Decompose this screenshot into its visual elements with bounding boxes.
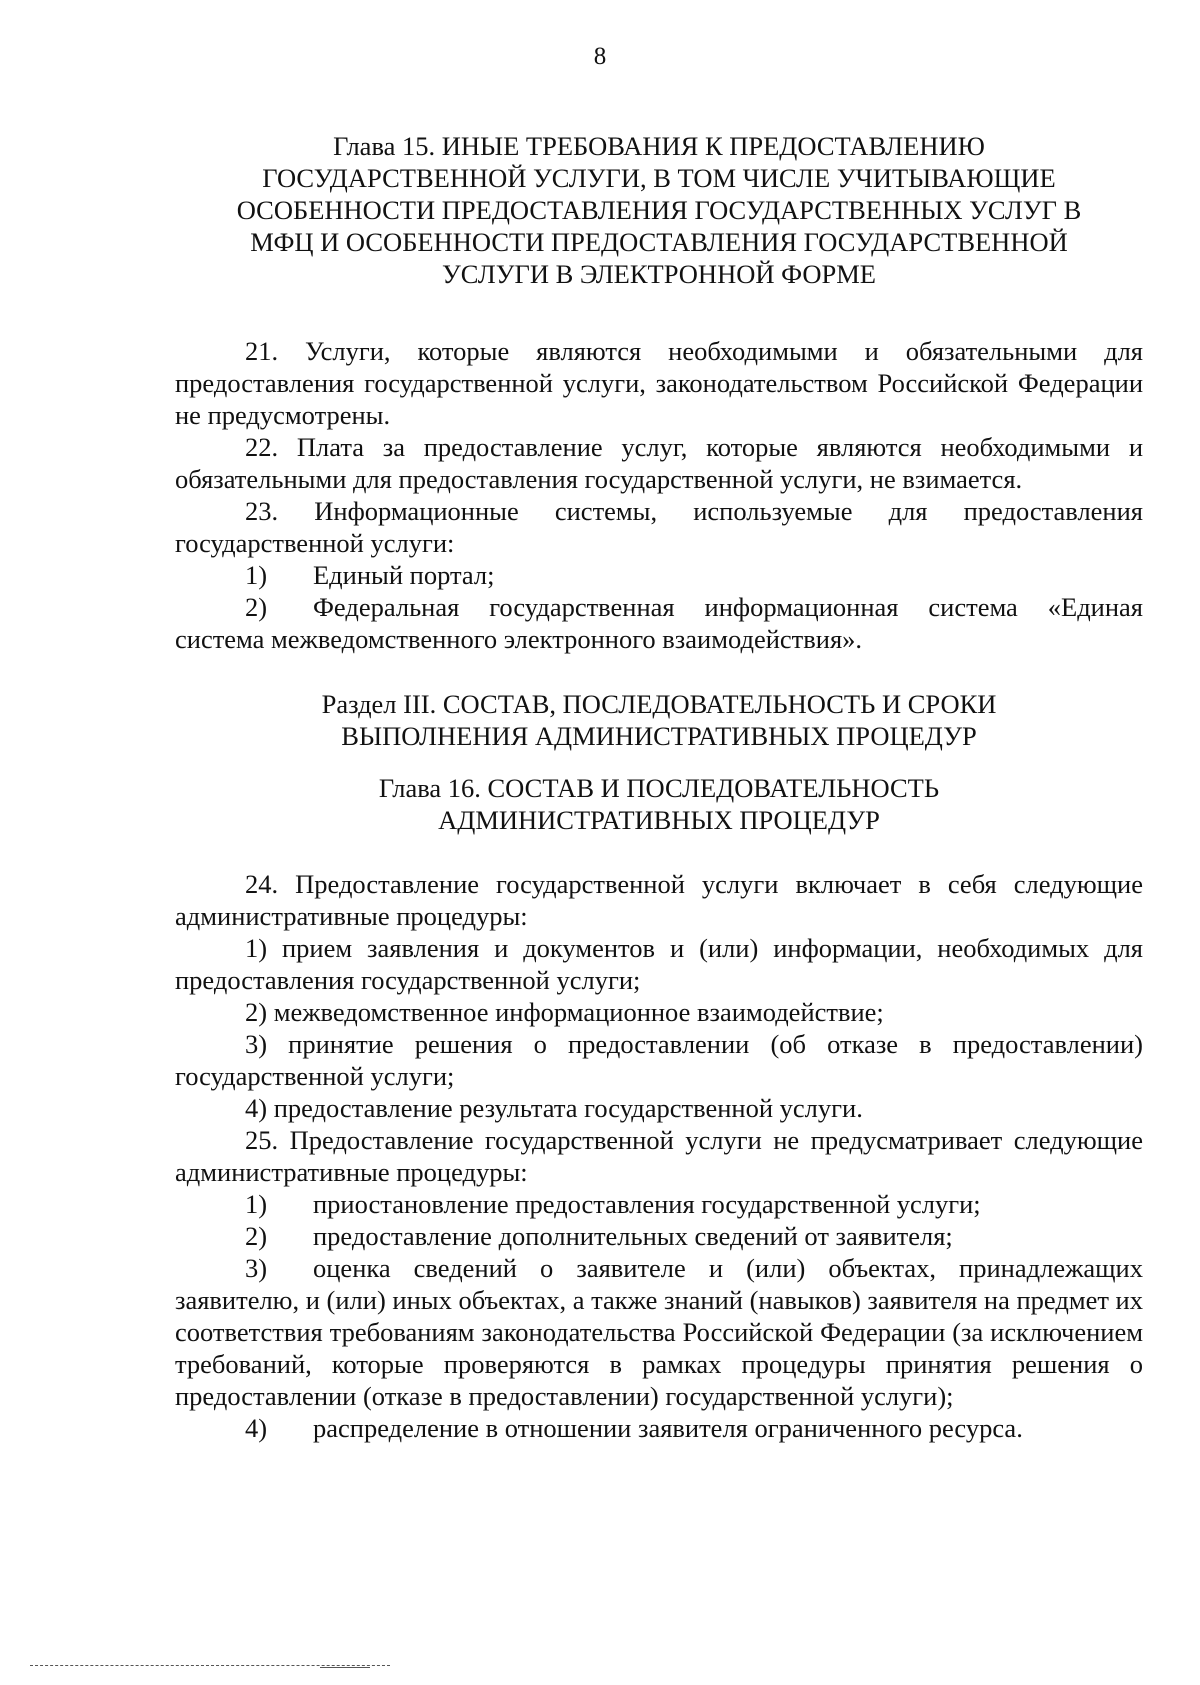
heading-line: Глава 16. СОСТАВ И ПОСЛЕДОВАТЕЛЬНОСТЬ xyxy=(378,773,940,803)
list-item: 2) межведомственное информационное взаимодействие; xyxy=(245,997,884,1027)
chapter-16-heading xyxy=(175,772,1143,836)
list-item xyxy=(175,591,1143,655)
heading-line: Раздел III. СОСТАВ, ПОСЛЕДОВАТЕЛЬНОСТЬ И СРОКИ xyxy=(321,689,997,719)
heading-line: АДМИНИСТРАТИВНЫХ ПРОЦЕДУР xyxy=(438,805,880,835)
paragraph-22: 22. Плата за предоставление услуг, которые являются необходимыми и обязательными для предоставления государственной услуги, не взимается. xyxy=(175,432,1143,494)
list-item xyxy=(175,1252,1143,1412)
list-item-number: 1) xyxy=(245,1189,268,1219)
footer-scan-line xyxy=(320,1667,370,1668)
paragraph-24: 24. Предоставление государственной услуги включает в себя следующие административные процедуры: xyxy=(175,869,1143,931)
list-item xyxy=(175,1412,1143,1444)
list-item: 1) прием заявления и документов и (или) информации, необходимых для предоставления государственной услуги; xyxy=(175,933,1143,995)
heading-line: МФЦ И ОСОБЕННОСТИ ПРЕДОСТАВЛЕНИЯ ГОСУДАРСТВЕННОЙ xyxy=(250,227,1068,257)
list-item: 3) принятие решения о предоставлении (об отказе в предоставлении) государственной услуги; xyxy=(175,1029,1143,1091)
list-item-text: распределение в отношении заявителя ограниченного ресурса. xyxy=(313,1413,1023,1443)
list-item-number: 2) xyxy=(245,592,268,622)
list-item: 4) предоставление результата государственной услуги. xyxy=(245,1093,863,1123)
paragraph-23: 23. Информационные системы, используемые для предоставления государственной услуги: xyxy=(175,496,1143,558)
list-item xyxy=(175,559,1143,591)
section-3-heading xyxy=(175,688,1143,752)
list-item-number: 1) xyxy=(245,560,268,590)
heading-line: ВЫПОЛНЕНИЯ АДМИНИСТРАТИВНЫХ ПРОЦЕДУР xyxy=(341,721,977,751)
list-item-text: Единый портал; xyxy=(313,560,495,590)
list-item xyxy=(175,1220,1143,1252)
list-item-number: 3) xyxy=(245,1253,268,1283)
paragraph-21: 21. Услуги, которые являются необходимыми и обязательными для предоставления государственной услуги, законодательством Российской Федерации не предусмотрены. xyxy=(175,336,1143,430)
list-item-text: предоставление дополнительных сведений от заявителя; xyxy=(313,1221,953,1251)
heading-line: ОСОБЕННОСТИ ПРЕДОСТАВЛЕНИЯ ГОСУДАРСТВЕННЫХ УСЛУГ В xyxy=(236,195,1082,225)
chapter-15-heading xyxy=(175,130,1143,290)
paragraphs-24-25 xyxy=(175,868,1143,1444)
page-number: 8 xyxy=(593,43,607,70)
list-item-text: Федеральная государственная информационная система «Единая система межведомственного электронного взаимодействия». xyxy=(175,592,1143,654)
list-item-text: оценка сведений о заявителе и (или) объектах, принадлежащих заявителю, и (или) иных объектах, а также знаний (навыков) заявителя на предмет их соответствия требованиям законодательства Российской Федерации (за исключением требований, которые проверяются в рамках процедуры принятия решения о предоставлении (отказе в предоставлении) государственной услуги); xyxy=(175,1253,1143,1411)
list-item-text: приостановление предоставления государственной услуги; xyxy=(313,1189,981,1219)
list-item-number: 2) xyxy=(245,1221,268,1251)
heading-line: УСЛУГИ В ЭЛЕКТРОННОЙ ФОРМЕ xyxy=(441,259,876,289)
paragraphs-21-23 xyxy=(175,335,1143,655)
footer-scan-line xyxy=(30,1665,390,1666)
heading-line: ГОСУДАРСТВЕННОЙ УСЛУГИ, В ТОМ ЧИСЛЕ УЧИТЫВАЮЩИЕ xyxy=(262,163,1056,193)
list-item-number: 4) xyxy=(245,1413,268,1443)
paragraph-25: 25. Предоставление государственной услуги не предусматривает следующие административные процедуры: xyxy=(175,1125,1143,1187)
list-item xyxy=(175,1188,1143,1220)
heading-line: Глава 15. ИНЫЕ ТРЕБОВАНИЯ К ПРЕДОСТАВЛЕНИЮ xyxy=(333,131,985,161)
